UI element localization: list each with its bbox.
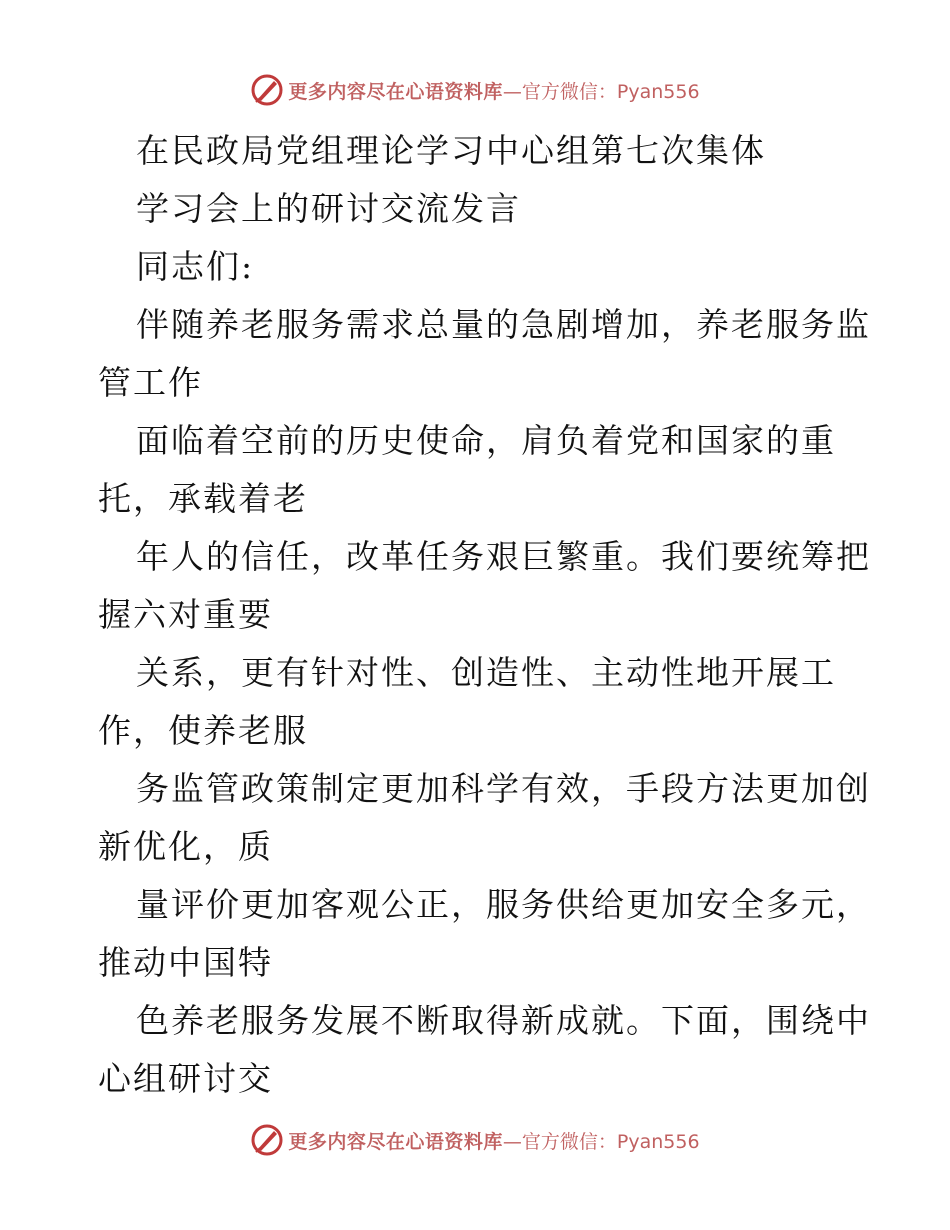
paragraph-line: 量评价更加客观公正，服务供给更加安全多元， xyxy=(136,885,871,924)
quill-pen-logo-icon xyxy=(250,73,284,107)
paragraph-line: 关系，更有针对性、创造性、主动性地开展工 xyxy=(136,653,836,692)
paragraph-line: 面临着空前的历史使命，肩负着党和国家的重 xyxy=(136,421,836,460)
watermark-wechat: —官方微信：Pyan556 xyxy=(502,1130,700,1153)
paragraph-line: 年人的信任，改革任务艰巨繁重。我们要统筹把 xyxy=(136,537,871,576)
title-line-2: 学习会上的研讨交流发言 xyxy=(136,189,521,228)
watermark-wechat: —官方微信：Pyan556 xyxy=(502,80,700,103)
title-line-1: 在民政局党组理论学习中心组第七次集体 xyxy=(136,131,766,170)
paragraph-line: 握六对重要 xyxy=(98,595,273,634)
header-watermark-banner xyxy=(0,70,950,110)
watermark-text: 更多内容尽在心语资料库 xyxy=(288,80,503,103)
paragraph-line: 伴随养老服务需求总量的急剧增加，养老服务监 xyxy=(136,305,871,344)
paragraph-line: 新优化，质 xyxy=(98,827,273,866)
document-body xyxy=(98,122,871,1108)
paragraph-line: 心组研讨交 xyxy=(98,1059,273,1098)
footer-watermark-banner xyxy=(0,1120,950,1160)
salutation: 同志们: xyxy=(136,247,255,286)
paragraph-line: 托，承载着老 xyxy=(98,479,308,518)
paragraph-line: 管工作 xyxy=(98,363,203,402)
paragraph-line: 作，使养老服 xyxy=(98,711,308,750)
paragraph-line: 务监管政策制定更加科学有效，手段方法更加创 xyxy=(136,769,871,808)
paragraph-line: 色养老服务发展不断取得新成就。下面，围绕中 xyxy=(136,1001,871,1040)
paragraph-line: 推动中国特 xyxy=(98,943,273,982)
watermark-text: 更多内容尽在心语资料库 xyxy=(288,1130,503,1153)
quill-pen-logo-icon xyxy=(250,1123,284,1157)
